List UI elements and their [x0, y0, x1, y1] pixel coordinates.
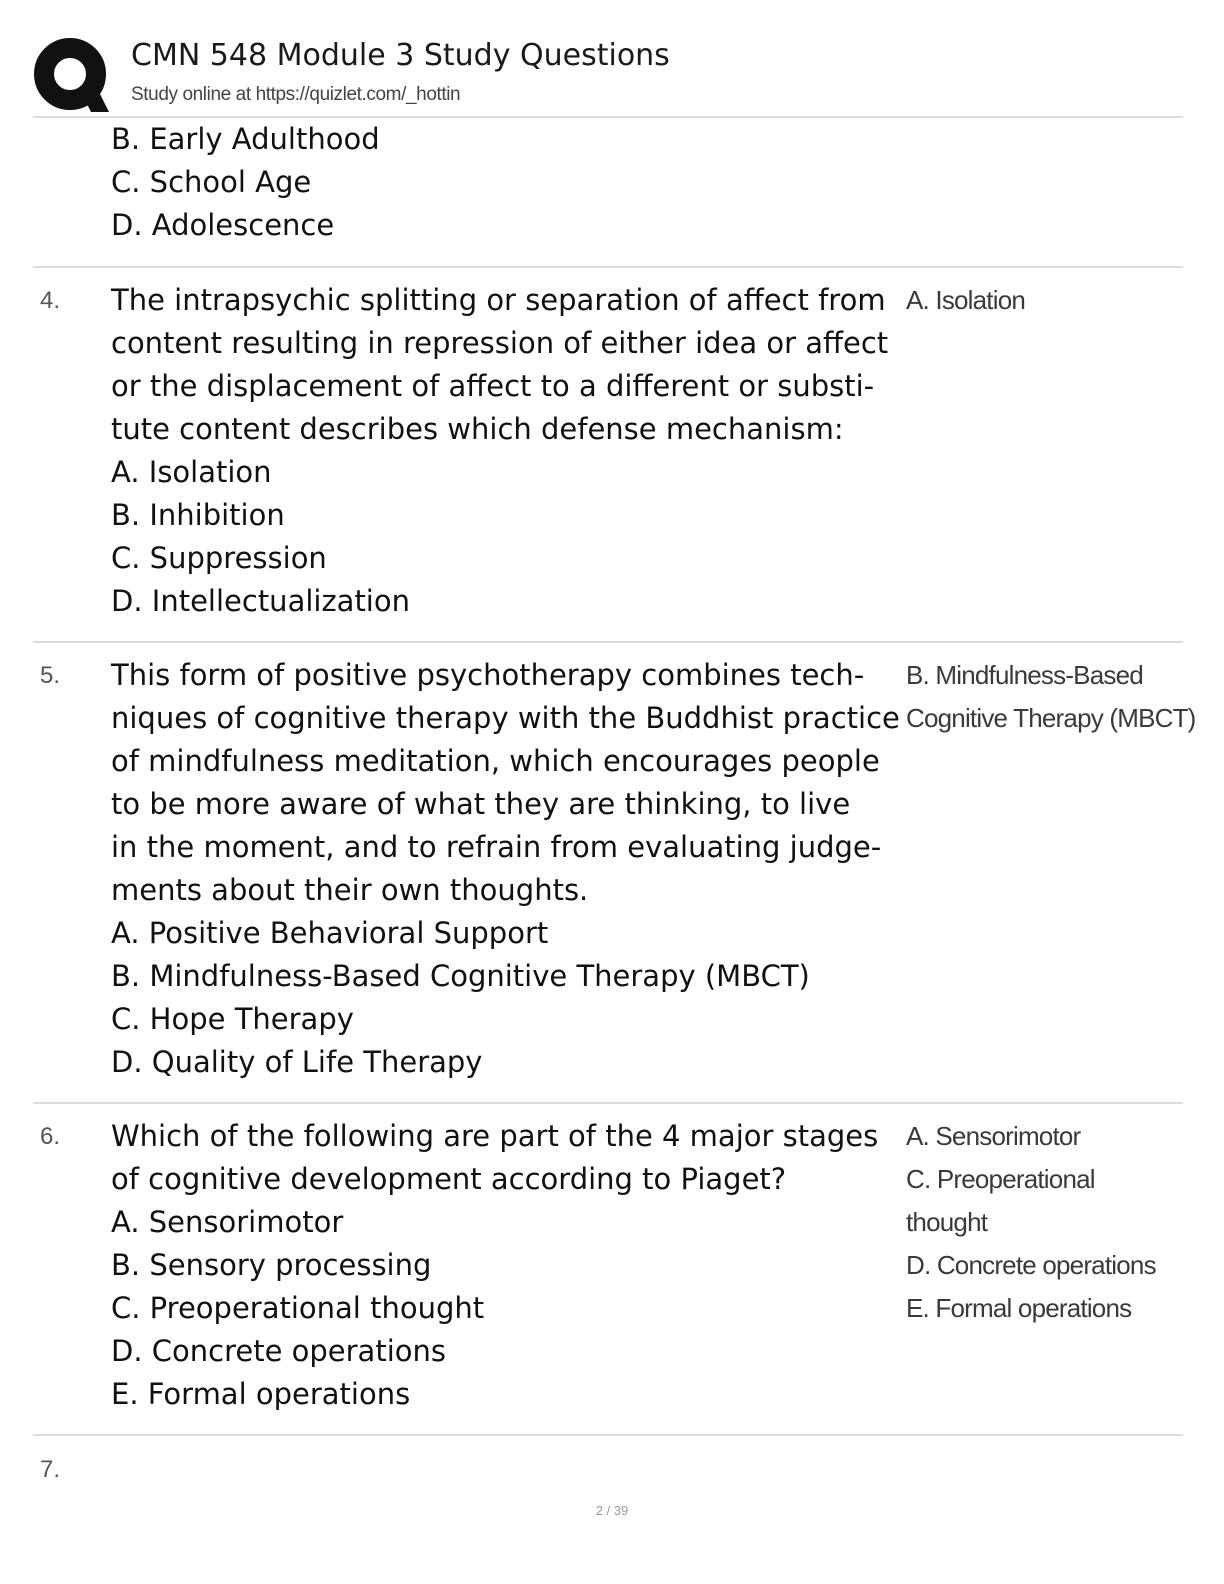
question-line: in the moment, and to refrain from evaluating judge- — [111, 830, 882, 864]
option: C. Hope Therapy — [111, 1002, 354, 1036]
question-line: Which of the following are part of the 4 major stages — [111, 1119, 879, 1153]
option: A. Isolation — [111, 455, 272, 489]
answer-line: C. Preoperational — [906, 1164, 1095, 1194]
option: A. Sensorimotor — [111, 1205, 344, 1239]
option: D. Quality of Life Therapy — [111, 1045, 483, 1079]
answer-line: B. Mindfulness-Based — [906, 660, 1143, 690]
divider — [33, 641, 1183, 643]
option: E. Formal operations — [111, 1377, 411, 1411]
question-options — [111, 118, 901, 247]
answer-line: A. Sensorimotor — [906, 1121, 1081, 1151]
question-line: content resulting in repression of either idea or affect — [111, 326, 889, 360]
page-header — [0, 0, 1224, 118]
study-online-link[interactable]: Study online at https://quizlet.com/_hottin — [131, 84, 461, 105]
divider — [33, 266, 1183, 268]
option: A. Positive Behavioral Support — [111, 916, 549, 950]
question-number: 7. — [40, 1456, 61, 1483]
option: D. Concrete operations — [111, 1334, 446, 1368]
question-number: 6. — [40, 1123, 61, 1150]
question-text — [111, 1115, 901, 1416]
option: D. Adolescence — [111, 208, 335, 242]
question-line: or the displacement of affect to a different or substi- — [111, 369, 875, 403]
question-line: ments about their own thoughts. — [111, 873, 589, 907]
question-line: niques of cognitive therapy with the Buddhist practice — [111, 701, 900, 735]
option: C. School Age — [111, 165, 312, 199]
question-line: This form of positive psychotherapy combines tech- — [111, 658, 865, 692]
answer-line: E. Formal operations — [906, 1293, 1132, 1323]
divider — [33, 1102, 1183, 1104]
question-text — [111, 279, 901, 623]
option: C. Preoperational thought — [111, 1291, 485, 1325]
question-number: 4. — [40, 287, 61, 314]
question-text — [111, 654, 901, 1084]
page-number: 2 / 39 — [595, 1503, 629, 1518]
question-number: 5. — [40, 662, 61, 689]
divider — [33, 1434, 1183, 1436]
option: B. Early Adulthood — [111, 122, 380, 156]
question-line: The intrapsychic splitting or separation of affect from — [111, 283, 886, 317]
option: D. Intellectualization — [111, 584, 410, 618]
answer-line: Cognitive Therapy (MBCT) — [906, 703, 1196, 733]
document-title: CMN 548 Module 3 Study Questions — [131, 38, 670, 73]
option: B. Sensory processing — [111, 1248, 432, 1282]
quizlet-logo-icon — [33, 36, 111, 114]
question-line: tute content describes which defense mechanism: — [111, 412, 844, 446]
option: C. Suppression — [111, 541, 327, 575]
answer — [906, 654, 1196, 740]
option: B. Mindfulness-Based Cognitive Therapy (MBCT) — [111, 959, 810, 993]
question-line: to be more aware of what they are thinking, to live — [111, 787, 851, 821]
answer-line: A. Isolation — [906, 285, 1026, 315]
question-line: of mindfulness meditation, which encourages people — [111, 744, 880, 778]
answer — [906, 279, 1196, 322]
option: B. Inhibition — [111, 498, 285, 532]
answer — [906, 1115, 1196, 1330]
answer-line: thought — [906, 1207, 988, 1237]
question-line: of cognitive development according to Piaget? — [111, 1162, 787, 1196]
answer-line: D. Concrete operations — [906, 1250, 1156, 1280]
